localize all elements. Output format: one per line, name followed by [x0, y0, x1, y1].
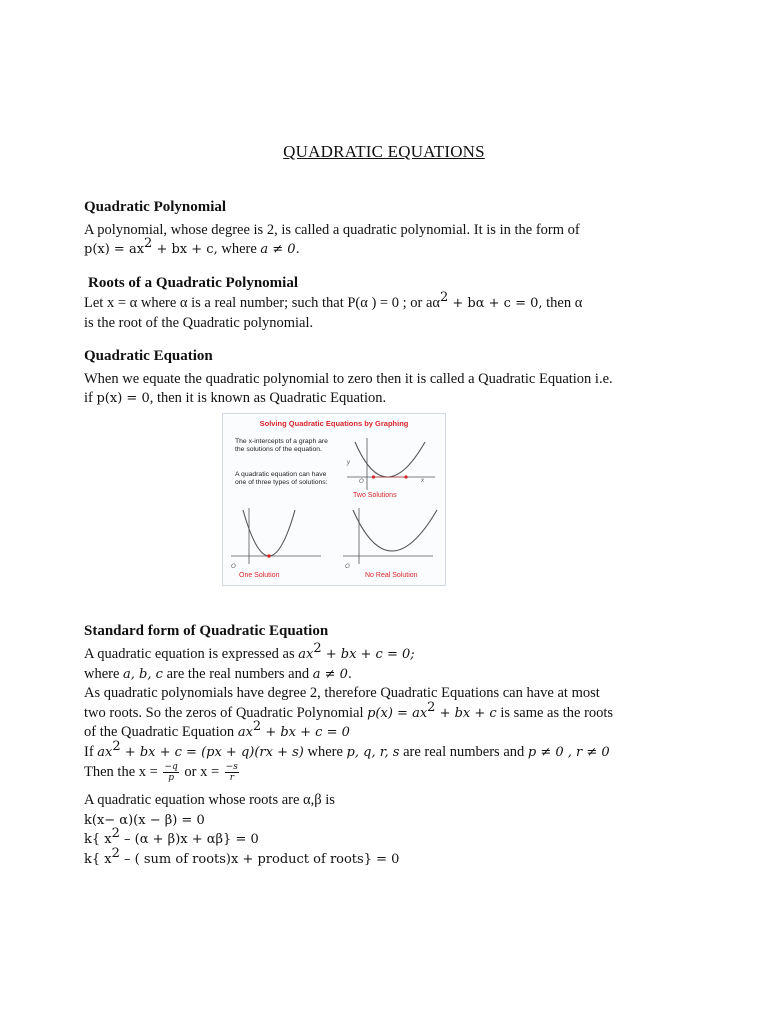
denominator: p: [168, 773, 174, 783]
graph-two-solutions: [345, 434, 441, 498]
figure-title: Solving Quadratic Equations by Graphing: [259, 419, 409, 428]
text: of the Quadratic Equation: [84, 724, 238, 740]
math: + bx + c: [435, 705, 497, 721]
text: then α: [542, 295, 583, 311]
text: As quadratic polynomials have degree 2, therefore Quadratic Equations can have at most: [84, 685, 600, 701]
math: p(x) = ax: [367, 705, 428, 721]
origin-label: O: [345, 564, 350, 570]
math: + bx + c = 0;: [321, 647, 415, 662]
label-no-real-solution: No Real Solution: [365, 572, 418, 579]
text: two roots. So the zeros of Quadratic Polynomial: [84, 704, 368, 721]
math: ax: [97, 744, 113, 760]
heading-roots: Roots of a Quadratic Polynomial: [88, 275, 298, 291]
text: where: [217, 240, 261, 257]
text: A quadratic equation whose roots are α,β is: [84, 792, 335, 808]
figure-text-types: A quadratic equation can have one of three types of solutions:: [235, 471, 328, 487]
page-title: QUADRATIC EQUATIONS: [283, 142, 485, 161]
math: + bx + c,: [152, 241, 218, 257]
text: When we equate the quadratic polynomial to zero then it is called a Quadratic Equation i.e.: [84, 371, 613, 387]
axis-y-label: y: [347, 460, 350, 466]
math-k2: – (α + β)x + αβ} = 0: [119, 832, 259, 847]
math-k2: k{ x: [84, 832, 112, 847]
text: If: [84, 743, 98, 760]
math-k3: – ( sum of roots)x + product of roots} = 0: [119, 851, 400, 867]
math: a ≠ 0.: [312, 666, 353, 682]
math: ax: [298, 647, 314, 662]
paragraph-roots: Let x = α where α is a real number; such that P(α ) = 0 ; or $a\alpha^2 + b\alpha + c = 0$, then α is the root of the Quadratic polynomial.: [84, 290, 583, 331]
graph-no-real-solution: [341, 504, 441, 568]
label-one-solution: One Solution: [239, 572, 280, 579]
text: , then it is known as Quadratic Equation.: [149, 389, 387, 406]
math: + bx + c = 0: [261, 725, 350, 740]
origin-label: O: [359, 479, 364, 485]
text: A polynomial, whose degree is 2, is called a quadratic polynomial. It is in the form of: [84, 222, 580, 238]
math: + bx + c = (px + q)(rx + s): [120, 744, 304, 760]
heading-standard-form: Standard form of Quadratic Equation: [84, 623, 329, 639]
numerator: −s: [225, 762, 238, 772]
paragraph-roots-form: A quadratic equation whose roots are α,β is k(x− α)(x − β) = 0 k{ $x^2 - (\alpha + \beta)x + \alpha\beta\} = 0$ k{ $x^2$ – ( sum of roots)x + product of roots} = 0: [84, 792, 400, 867]
graph-one-solution: [229, 504, 329, 568]
paragraph-standard-form: A quadratic equation is expressed as $ax^2$ + bx + c = 0; where a, b, c are the real numbers and a ≠ 0. As quadratic polynomials have degree 2, therefore Quadratic Equations can have at most two roots. So the zeros of Quadratic Polynomial $p(x) = ax^2$ + bx + c is same as the roots of the Quadratic Equation $ax^2$ + bx + c = 0 If $ax^2$ + bx + c = (px + q)(rx + s) where p, q, r, s are real numbers and p ≠ 0 , r ≠ 0 Then the x = $\frac{-q}{p}$ or x = $\frac{-s}{r}$: [84, 641, 614, 783]
math: p(x) = ax: [84, 241, 145, 257]
math: + bα + c = 0,: [448, 296, 543, 311]
heading-quadratic-polynomial: Quadratic Polynomial: [84, 199, 227, 215]
label-two-solutions: Two Solutions: [353, 492, 397, 499]
paragraph-quadratic-polynomial: A polynomial, whose degree is 2, is called a quadratic polynomial. It is in the form of $p(x) = ax^2$ + bx + c, where a ≠ 0.: [84, 222, 580, 257]
text: where: [84, 665, 124, 682]
math: a, b, c: [123, 666, 163, 682]
text: or x =: [180, 763, 223, 780]
math-k1: k(x− α)(x − β) = 0: [84, 812, 205, 828]
math: p, q, r, s: [346, 744, 400, 760]
denominator: r: [229, 773, 234, 783]
math: ax: [237, 725, 253, 740]
text: are real numbers and: [399, 743, 528, 760]
text: Let x = α where α is a real number; such that P(α ) = 0 ; or aα: [84, 295, 440, 311]
fraction-neg-q-over-p: [163, 762, 178, 783]
origin-label: O: [231, 564, 236, 570]
fraction-neg-s-over-r: [225, 762, 239, 783]
text: are the real numbers and: [162, 665, 313, 682]
paragraph-quadratic-equation: [84, 370, 684, 408]
math: p ≠ 0 , r ≠ 0: [527, 744, 610, 760]
figure-text-intercepts: The x-intercepts of a graph are the solutions of the equation.: [235, 438, 328, 454]
numerator: −q: [164, 762, 178, 772]
text: A quadratic equation is expressed as: [84, 646, 299, 662]
math: p(x) = 0: [96, 390, 150, 406]
text: is same as the roots: [496, 704, 614, 721]
math-k3: k{ x: [84, 851, 112, 867]
text: where: [303, 743, 347, 760]
heading-quadratic-equation: Quadratic Equation: [84, 348, 213, 364]
graphing-figure: [222, 413, 446, 586]
text: Then the x =: [84, 763, 162, 780]
axis-x-label: x: [421, 478, 424, 484]
math: a ≠ 0.: [260, 241, 300, 257]
text: if: [84, 389, 97, 406]
text: is the root of the Quadratic polynomial.: [84, 314, 314, 331]
